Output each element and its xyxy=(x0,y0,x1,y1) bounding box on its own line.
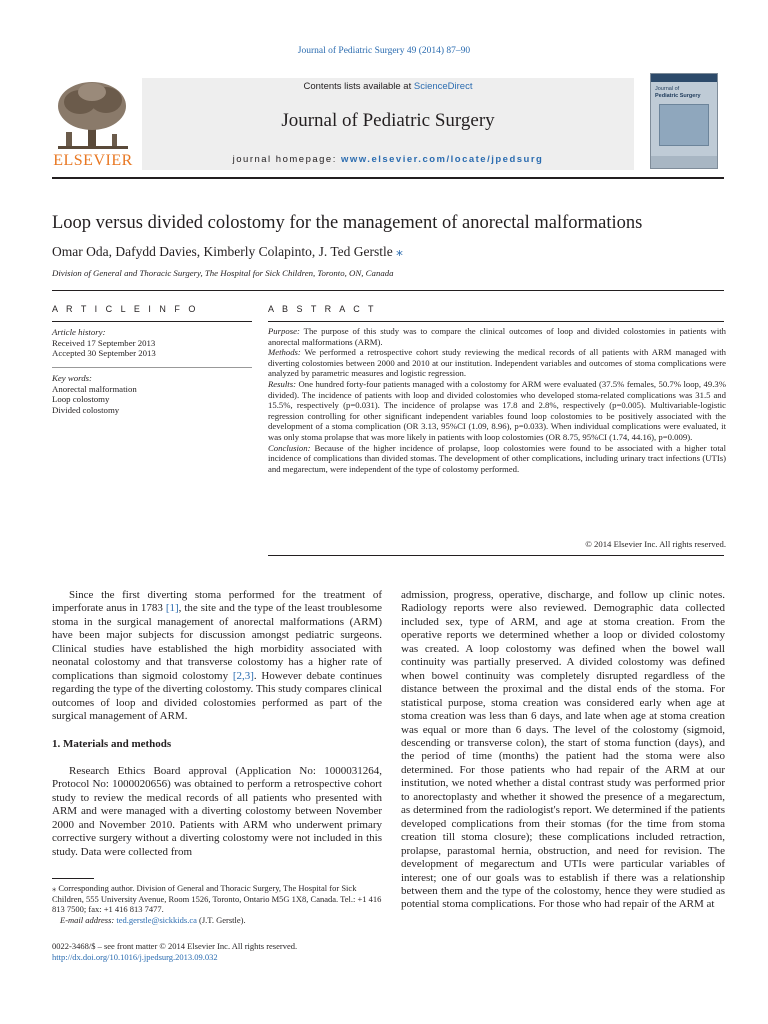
article-history xyxy=(52,327,252,359)
title-divider xyxy=(52,290,724,291)
journal-citation-link[interactable]: Journal of Pediatric Surgery 49 (2014) 87–90 xyxy=(297,46,471,56)
results-text: One hundred forty-four patients managed with a colostomy for ARM were evaluated (37.5% females, 50.7% loop, 49.3% divided). The incidence of patients with loop and divided colostomies who developed stoma-related complications was 31.5 and 15.5%, respectively (p=0.031). The incidence of prolapse was 17.8 and 2.8%, respectively (p=0.005). Multivariable-logistic regression controlling for other significant independent variables found loop colostomies to be positively associated with the development of a stoma complication (OR 3.13, 95%CI (1.09, 8.96), p=0.033). When individual complications were evaluated, it was only stoma prolapse that was more likely in patients with loop colostomies (OR 8.75, 95%CI (1.74, 44.16), p=0.009). xyxy=(268,378,726,442)
doi-link[interactable]: http://dx.doi.org/10.1016/j.jpedsurg.2013.09.032 xyxy=(52,952,218,962)
cover-top-stripe xyxy=(651,74,717,82)
corresponding-author-text: ⁎ Corresponding author. Division of General and Thoracic Surgery, The Hospital for Sick Children, 555 University Avenue, Room 1526, Toronto, Ontario M5G 1X8, Canada. Tel.: +1 416 813 7500; fax: +1 416 813 7477. xyxy=(52,883,382,915)
cover-title-line2: Pediatric Surgery xyxy=(655,92,701,99)
sciencedirect-link[interactable]: ScienceDirect xyxy=(413,81,473,92)
reference-link[interactable]: [1] xyxy=(165,602,179,615)
conclusion-text: Because of the higher incidence of prolapse, loop colostomies were found to be associated with a higher total incidence of complications than divided stomas. The development of other complications, including urinary tract infections (UTIs) and megarectum, were independent of the type of colostomy performed. xyxy=(268,442,726,474)
abstract-methods xyxy=(268,347,726,379)
elsevier-wordmark[interactable]: ELSEVIER xyxy=(53,152,133,169)
intro-paragraph xyxy=(52,589,382,724)
keyword-item: Anorectal malformation xyxy=(52,383,137,394)
purpose-label: Purpose: xyxy=(268,326,300,336)
journal-title: Journal of Pediatric Surgery xyxy=(281,110,495,131)
conclusion-label: Conclusion: xyxy=(268,442,311,453)
intro-text-2: , the site and the type of the least troublesome stoma in the surgical management of anorectal malformations (ARM) have been major subjects for discussion amongst pediatric surgeons. Clinical studies have established the high morbidity associated with neonatal colostomy and that transverse colostomy has a higher rate of complications than sigmoid colostomy xyxy=(52,602,383,682)
email-line xyxy=(52,915,382,926)
keywords-block xyxy=(52,373,252,416)
abstract-copyright: © 2014 Elsevier Inc. All rights reserved. xyxy=(585,539,726,549)
homepage-prefix: journal homepage: xyxy=(232,154,341,165)
publication-info xyxy=(52,941,382,963)
journal-cover-thumbnail[interactable] xyxy=(650,73,718,169)
journal-homepage-link[interactable]: www.elsevier.com/locate/jpedsurg xyxy=(340,154,544,165)
author-affiliation: Division of General and Thoracic Surgery, The Hospital for Sick Children, Toronto, ON, Canada xyxy=(52,268,394,278)
results-label: Results: xyxy=(268,378,296,389)
cover-image xyxy=(659,104,709,146)
received-date: Received 17 September 2013 xyxy=(52,337,156,348)
cover-title xyxy=(655,86,701,99)
header-divider xyxy=(52,177,724,179)
corresponding-author-footnote xyxy=(52,883,382,925)
purpose-text: The purpose of this study was to compare the clinical outcomes of loop and divided colostomies in patients with anorectal malformations (ARM). xyxy=(268,326,726,347)
article-info-separator xyxy=(52,367,252,368)
author-list xyxy=(52,244,403,260)
keyword-item: Divided colostomy xyxy=(52,405,120,416)
contents-available-line xyxy=(142,81,634,92)
abstract-bottom-rule xyxy=(268,555,724,556)
body-column-left xyxy=(52,589,382,859)
email-suffix: (J.T. Gerstle). xyxy=(196,914,246,925)
abstract-purpose xyxy=(268,326,726,347)
cover-title-line1: Journal of xyxy=(655,86,680,92)
section-heading: 1. Materials and methods xyxy=(52,737,172,750)
accepted-date: Accepted 30 September 2013 xyxy=(52,348,156,359)
abstract-body xyxy=(268,326,726,474)
abstract-conclusion xyxy=(268,443,726,475)
article-info-rule xyxy=(52,321,252,322)
methods-continuation-paragraph: admission, progress, operative, discharge, and follow up clinic notes. Radiology reports were also reviewed. Demographic data collected included sex, type of ARM, and age at stoma creation. From the operative reports we determined whether a loop or divided colostomy was created. A loop colostomy was defined when the bowel wall continuity was partially preserved. A divided colostomy was defined when bowel continuity was completely disrupted regardless of the distance between the proximal and the distal ends of the stoma. For statistical purpose, stoma creation was considered early when age at stoma creation was less than 6 days, and late when age at stoma creation was equal or more than 6 days. The level of the colostomy (sigmoid, descending or transverse colon), the start of stoma function (days), and the period of time (months) the patient had the stoma were also determined. For those patients who had repair of the ARM at our institution, we noted whether a distal contrast study was performed prior to anorectoplasty and whether it showed the presence of a megarectum, as determined from the radiologist's report. We determined if the patients developed complications from their stomas (for the time from stoma creation till stoma closure); these complications included retraction, prolapse, parastomal hernia, obstruction, and need for revision. The development of megarectum and UTIs were particular variables of interest; one of our goals was to establish if there was a relationship between them and the type of the colostomy, hence they were studied as potential stoma complications. For those who had repair of the ARM at xyxy=(401,589,725,911)
keyword-item: Loop colostomy xyxy=(52,394,110,405)
intro-text-1: Since the first diverting stoma performed for the treatment of imperforate anus in 1783 xyxy=(52,589,382,615)
article-title: Loop versus divided colostomy for the management of anorectal malformations xyxy=(52,213,643,233)
footnote-rule xyxy=(52,878,94,879)
methods-label: Methods: xyxy=(268,347,301,358)
methods-text: We performed a retrospective cohort study reviewing the medical records of all patients with ARM managed with diverting colostomies between 2000 and 2010 at our institution. Independent variables and outcomes of stoma complications were analyzed by parametric measures and logistic regression. xyxy=(268,347,726,379)
abstract-results xyxy=(268,379,726,443)
methods-paragraph: Research Ethics Board approval (Application No: 1000031264, Protocol No: 1000020656) was obtained to perform a retrospective cohort study to review the medical records of all patients who presented with ARM and were managed with a diverting colostomy between November 2000 and November 2010. Patients with ARM who underwent primary corrective surgery without a diverting colostomy were not included in this study. Data were collected from xyxy=(52,764,382,858)
issn-line: 0022-3468/$ – see front matter © 2014 Elsevier Inc. All rights reserved. xyxy=(52,941,298,951)
cover-bottom-band xyxy=(651,156,717,168)
email-link[interactable]: ted.gerstle@sickkids.ca xyxy=(116,914,197,925)
contents-prefix: Contents lists available at xyxy=(303,81,414,92)
reference-link[interactable]: [2,3] xyxy=(232,669,254,682)
history-label: Article history: xyxy=(52,327,106,337)
author-names: Omar Oda, Dafydd Davies, Kimberly Colapinto, J. Ted Gerstle xyxy=(52,244,393,259)
journal-homepage-line xyxy=(142,154,634,165)
intro-text-3: . However debate continues regarding the type of the diverting colostomy. This study compares clinical outcomes of loop and divided colostomies performed as part of the surgical management of ARM. xyxy=(52,669,382,723)
email-label: E-mail address: xyxy=(60,914,115,925)
abstract-heading: A B S T R A C T xyxy=(268,304,377,314)
keywords-label: Key words: xyxy=(52,373,92,383)
abstract-rule xyxy=(268,321,724,322)
corresponding-author-mark[interactable]: ⁎ xyxy=(396,244,403,259)
body-column-right xyxy=(401,589,725,912)
article-info-heading: A R T I C L E I N F O xyxy=(52,304,199,314)
